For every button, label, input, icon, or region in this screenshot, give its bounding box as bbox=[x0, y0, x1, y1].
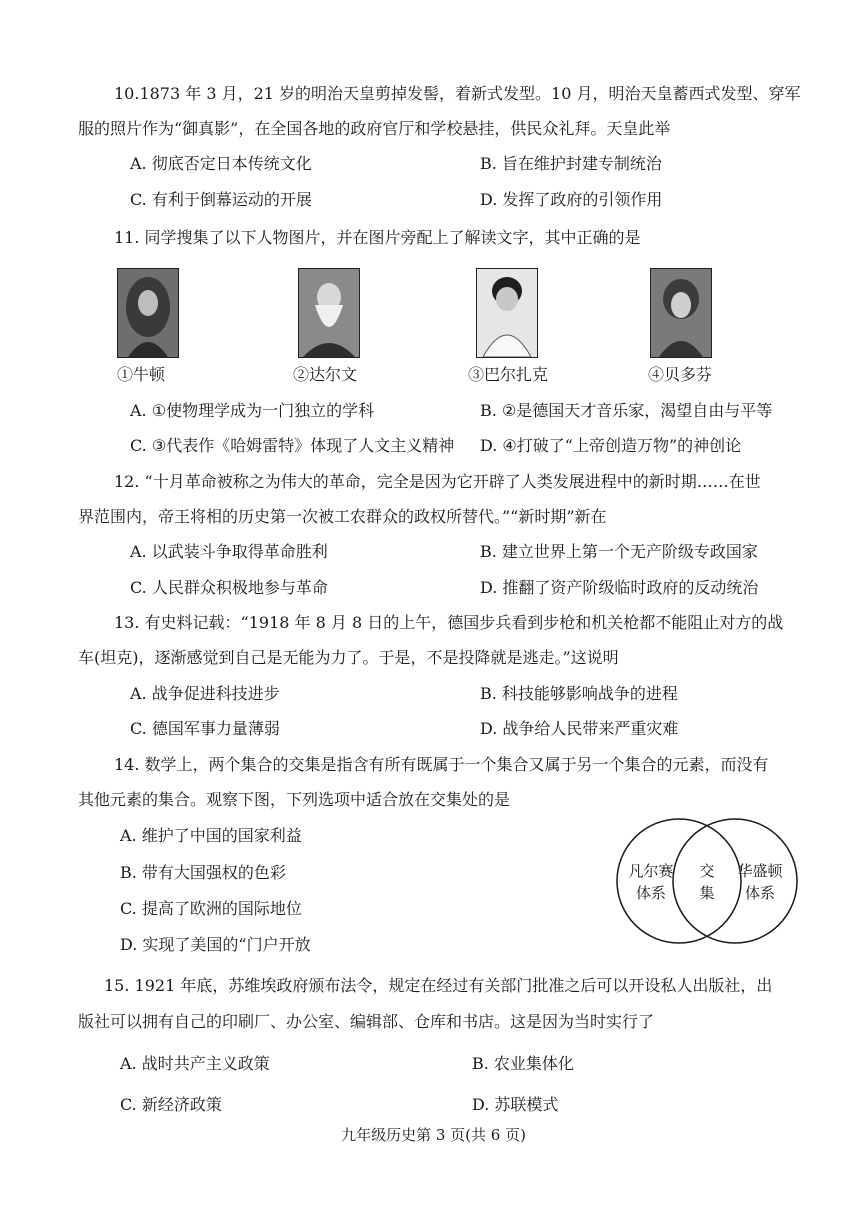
q11-option-a: A. ①使物理学成为一门独立的学科 bbox=[130, 401, 375, 420]
venn-center-label-line1: 交 bbox=[699, 862, 715, 880]
venn-circle-left bbox=[617, 819, 741, 943]
q13-stem-line1: 13. 有史料记载：“1918 年 8 月 8 日的上午，德国步兵看到步枪和机关枪都不能阻止对方的战 bbox=[114, 613, 784, 632]
q10-stem-line1: 10.1873 年 3 月，21 岁的明治天皇剪掉发髻，着新式发型。10 月，明治天皇蓄西式发型、穿军 bbox=[114, 84, 801, 103]
balzac-portrait bbox=[476, 268, 538, 358]
portrait-label-newton: ①牛顿 bbox=[117, 365, 166, 384]
q11-option-d: D. ④打破了“上帝创造万物”的神创论 bbox=[480, 436, 742, 455]
q13-option-c: C. 德国军事力量薄弱 bbox=[130, 719, 280, 738]
portrait-label-beethoven: ④贝多芬 bbox=[648, 365, 713, 384]
q10-option-b: B. 旨在维护封建专制统治 bbox=[480, 154, 662, 173]
q12-option-a: A. 以武装斗争取得革命胜利 bbox=[130, 542, 328, 561]
q12-stem-line2: 界范围内，帝王将相的历史第一次被工农群众的政权所替代。”“新时期”新在 bbox=[78, 507, 607, 526]
venn-circle-right bbox=[673, 819, 797, 943]
q13-option-a: A. 战争促进科技进步 bbox=[130, 684, 280, 703]
venn-left-label-line2: 体系 bbox=[635, 884, 667, 902]
q14-option-b: B. 带有大国强权的色彩 bbox=[120, 863, 286, 882]
q10-option-a: A. 彻底否定日本传统文化 bbox=[130, 154, 312, 173]
q14-option-d: D. 实现了美国的“门户开放 bbox=[120, 935, 311, 954]
q14-stem-line1: 14. 数学上，两个集合的交集是指含有所有既属于一个集合又属于另一个集合的元素，而没有 bbox=[114, 755, 769, 774]
q11-stem-line1: 11. 同学搜集了以下人物图片，并在图片旁配上了解读文字，其中正确的是 bbox=[114, 228, 641, 247]
q10-stem-line2: 服的照片作为“御真影”，在全国各地的政府官厅和学校悬挂，供民众礼拜。天皇此举 bbox=[78, 119, 671, 138]
q15-stem-line1: 15. 1921 年底，苏维埃政府颁布法令，规定在经过有关部门批准之后可以开设私人出版社，出 bbox=[104, 976, 773, 995]
venn-diagram bbox=[615, 813, 800, 949]
venn-left-label-line1: 凡尔赛 bbox=[628, 862, 674, 880]
q11-option-c: C. ③代表作《哈姆雷特》体现了人文主义精神 bbox=[130, 436, 455, 455]
q12-stem-line1: 12. “十月革命被称之为伟大的革命，完全是因为它开辟了人类发展进程中的新时期……在世 bbox=[114, 472, 761, 491]
q10-option-d: D. 发挥了政府的引领作用 bbox=[480, 190, 663, 209]
q11-option-b: B. ②是德国天才音乐家，渴望自由与平等 bbox=[480, 401, 773, 420]
q10-option-c: C. 有利于倒幕运动的开展 bbox=[130, 190, 312, 209]
venn-right-label-line1: 华盛顿 bbox=[737, 862, 783, 880]
portrait-label-balzac: ③巴尔扎克 bbox=[468, 365, 549, 384]
q12-option-c: C. 人民群众积极地参与革命 bbox=[130, 578, 328, 597]
q14-option-a: A. 维护了中国的国家利益 bbox=[120, 826, 302, 845]
q14-option-c: C. 提高了欧洲的国际地位 bbox=[120, 899, 302, 918]
darwin-portrait bbox=[298, 268, 360, 358]
venn-right-label-line2: 体系 bbox=[744, 884, 776, 902]
q14-stem-line2: 其他元素的集合。观察下图，下列选项中适合放在交集处的是 bbox=[78, 790, 511, 809]
q12-option-d: D. 推翻了资产阶级临时政府的反动统治 bbox=[480, 578, 759, 597]
q15-option-d: D. 苏联模式 bbox=[472, 1095, 559, 1114]
newton-portrait bbox=[117, 268, 179, 358]
q13-stem-line2: 车(坦克)，逐渐感觉到自己是无能为力了。于是，不是投降就是逃走。”这说明 bbox=[78, 648, 619, 667]
q15-stem-line2: 版社可以拥有自己的印刷厂、办公室、编辑部、仓库和书店。这是因为当时实行了 bbox=[78, 1012, 655, 1031]
beethoven-portrait bbox=[650, 268, 712, 358]
q15-option-c: C. 新经济政策 bbox=[120, 1095, 222, 1114]
q12-option-b: B. 建立世界上第一个无产阶级专政国家 bbox=[480, 542, 758, 561]
q13-option-d: D. 战争给人民带来严重灾难 bbox=[480, 719, 679, 738]
q15-option-b: B. 农业集体化 bbox=[472, 1054, 574, 1073]
page-footer: 九年级历史第 3 页(共 6 页) bbox=[341, 1126, 526, 1144]
q15-option-a: A. 战时共产主义政策 bbox=[120, 1054, 270, 1073]
venn-center-label-line2: 集 bbox=[699, 884, 715, 902]
q13-option-b: B. 科技能够影响战争的进程 bbox=[480, 684, 678, 703]
portrait-label-darwin: ②达尔文 bbox=[293, 365, 358, 384]
